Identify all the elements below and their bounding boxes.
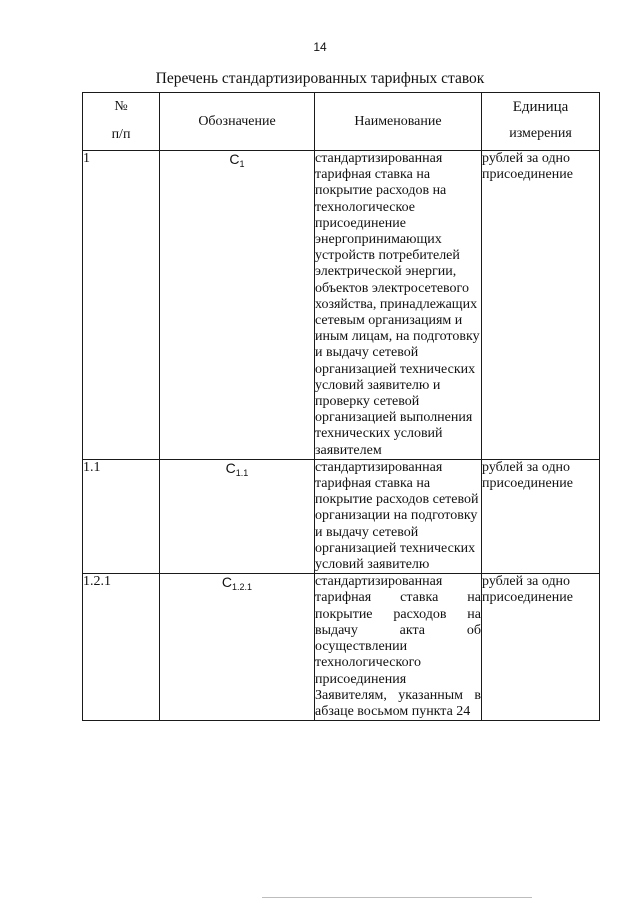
row-unit: рублей за одно присоединение (482, 459, 600, 573)
row-number: 1.1 (83, 459, 160, 573)
row-code (160, 459, 315, 573)
table-row (83, 459, 600, 573)
row-name: стандартизированная тарифная ставка на покрытие расходов на выдачу акта об осуществлении технологического присоединения Заявителям, указанным в абзаце восьмом пункта 24 (315, 574, 481, 719)
row-number: 1 (83, 151, 160, 460)
bottom-divider (262, 897, 532, 898)
header-unit (482, 93, 600, 151)
header-number-abbr: п/п (111, 126, 131, 142)
table-row (83, 574, 600, 721)
header-number-sign: № (114, 98, 128, 114)
code-subscript: 1 (239, 159, 245, 169)
header-name: Наименование (315, 93, 482, 151)
code-base: C (225, 459, 236, 476)
row-code (160, 151, 315, 460)
table-row (83, 151, 600, 460)
tariff-rates-table (82, 92, 600, 721)
row-number: 1.2.1 (83, 574, 160, 721)
code-subscript: 1.1 (235, 467, 249, 478)
row-unit: рублей за одно присоединение (482, 574, 600, 721)
document-title: Перечень стандартизированных тарифных ставок (155, 70, 485, 87)
row-name: стандартизированная тарифная ставка на покрытие расходов сетевой организации на подготовку и выдачу сетевой организацией технических условий заявителю (315, 459, 482, 573)
row-code (160, 574, 315, 721)
code-subscript: 1.2.1 (232, 582, 253, 593)
row-name: стандартизированная тарифная ставка на покрытие расходов на технологическое присоединение энергопринимающих устройств потребителей электрической энергии, объектов электросетевого хозяйства, принадлежащих сетевым организациям и иным лицам, на подготовку и выдачу сетевой организацией технических условий заявителю и проверку сетевой организацией выполнения технических условий заявителем (315, 151, 480, 458)
page-number: 14 (313, 40, 327, 54)
header-number (83, 93, 160, 151)
header-unit-top: Единица (512, 98, 569, 115)
row-unit: рублей за одно присоединение (482, 151, 600, 460)
header-unit-bottom: измерения (509, 125, 572, 141)
header-code: Обозначение (160, 93, 315, 151)
code-base: C (229, 151, 240, 167)
table-header-row (83, 93, 600, 151)
code-base: C (221, 574, 233, 591)
